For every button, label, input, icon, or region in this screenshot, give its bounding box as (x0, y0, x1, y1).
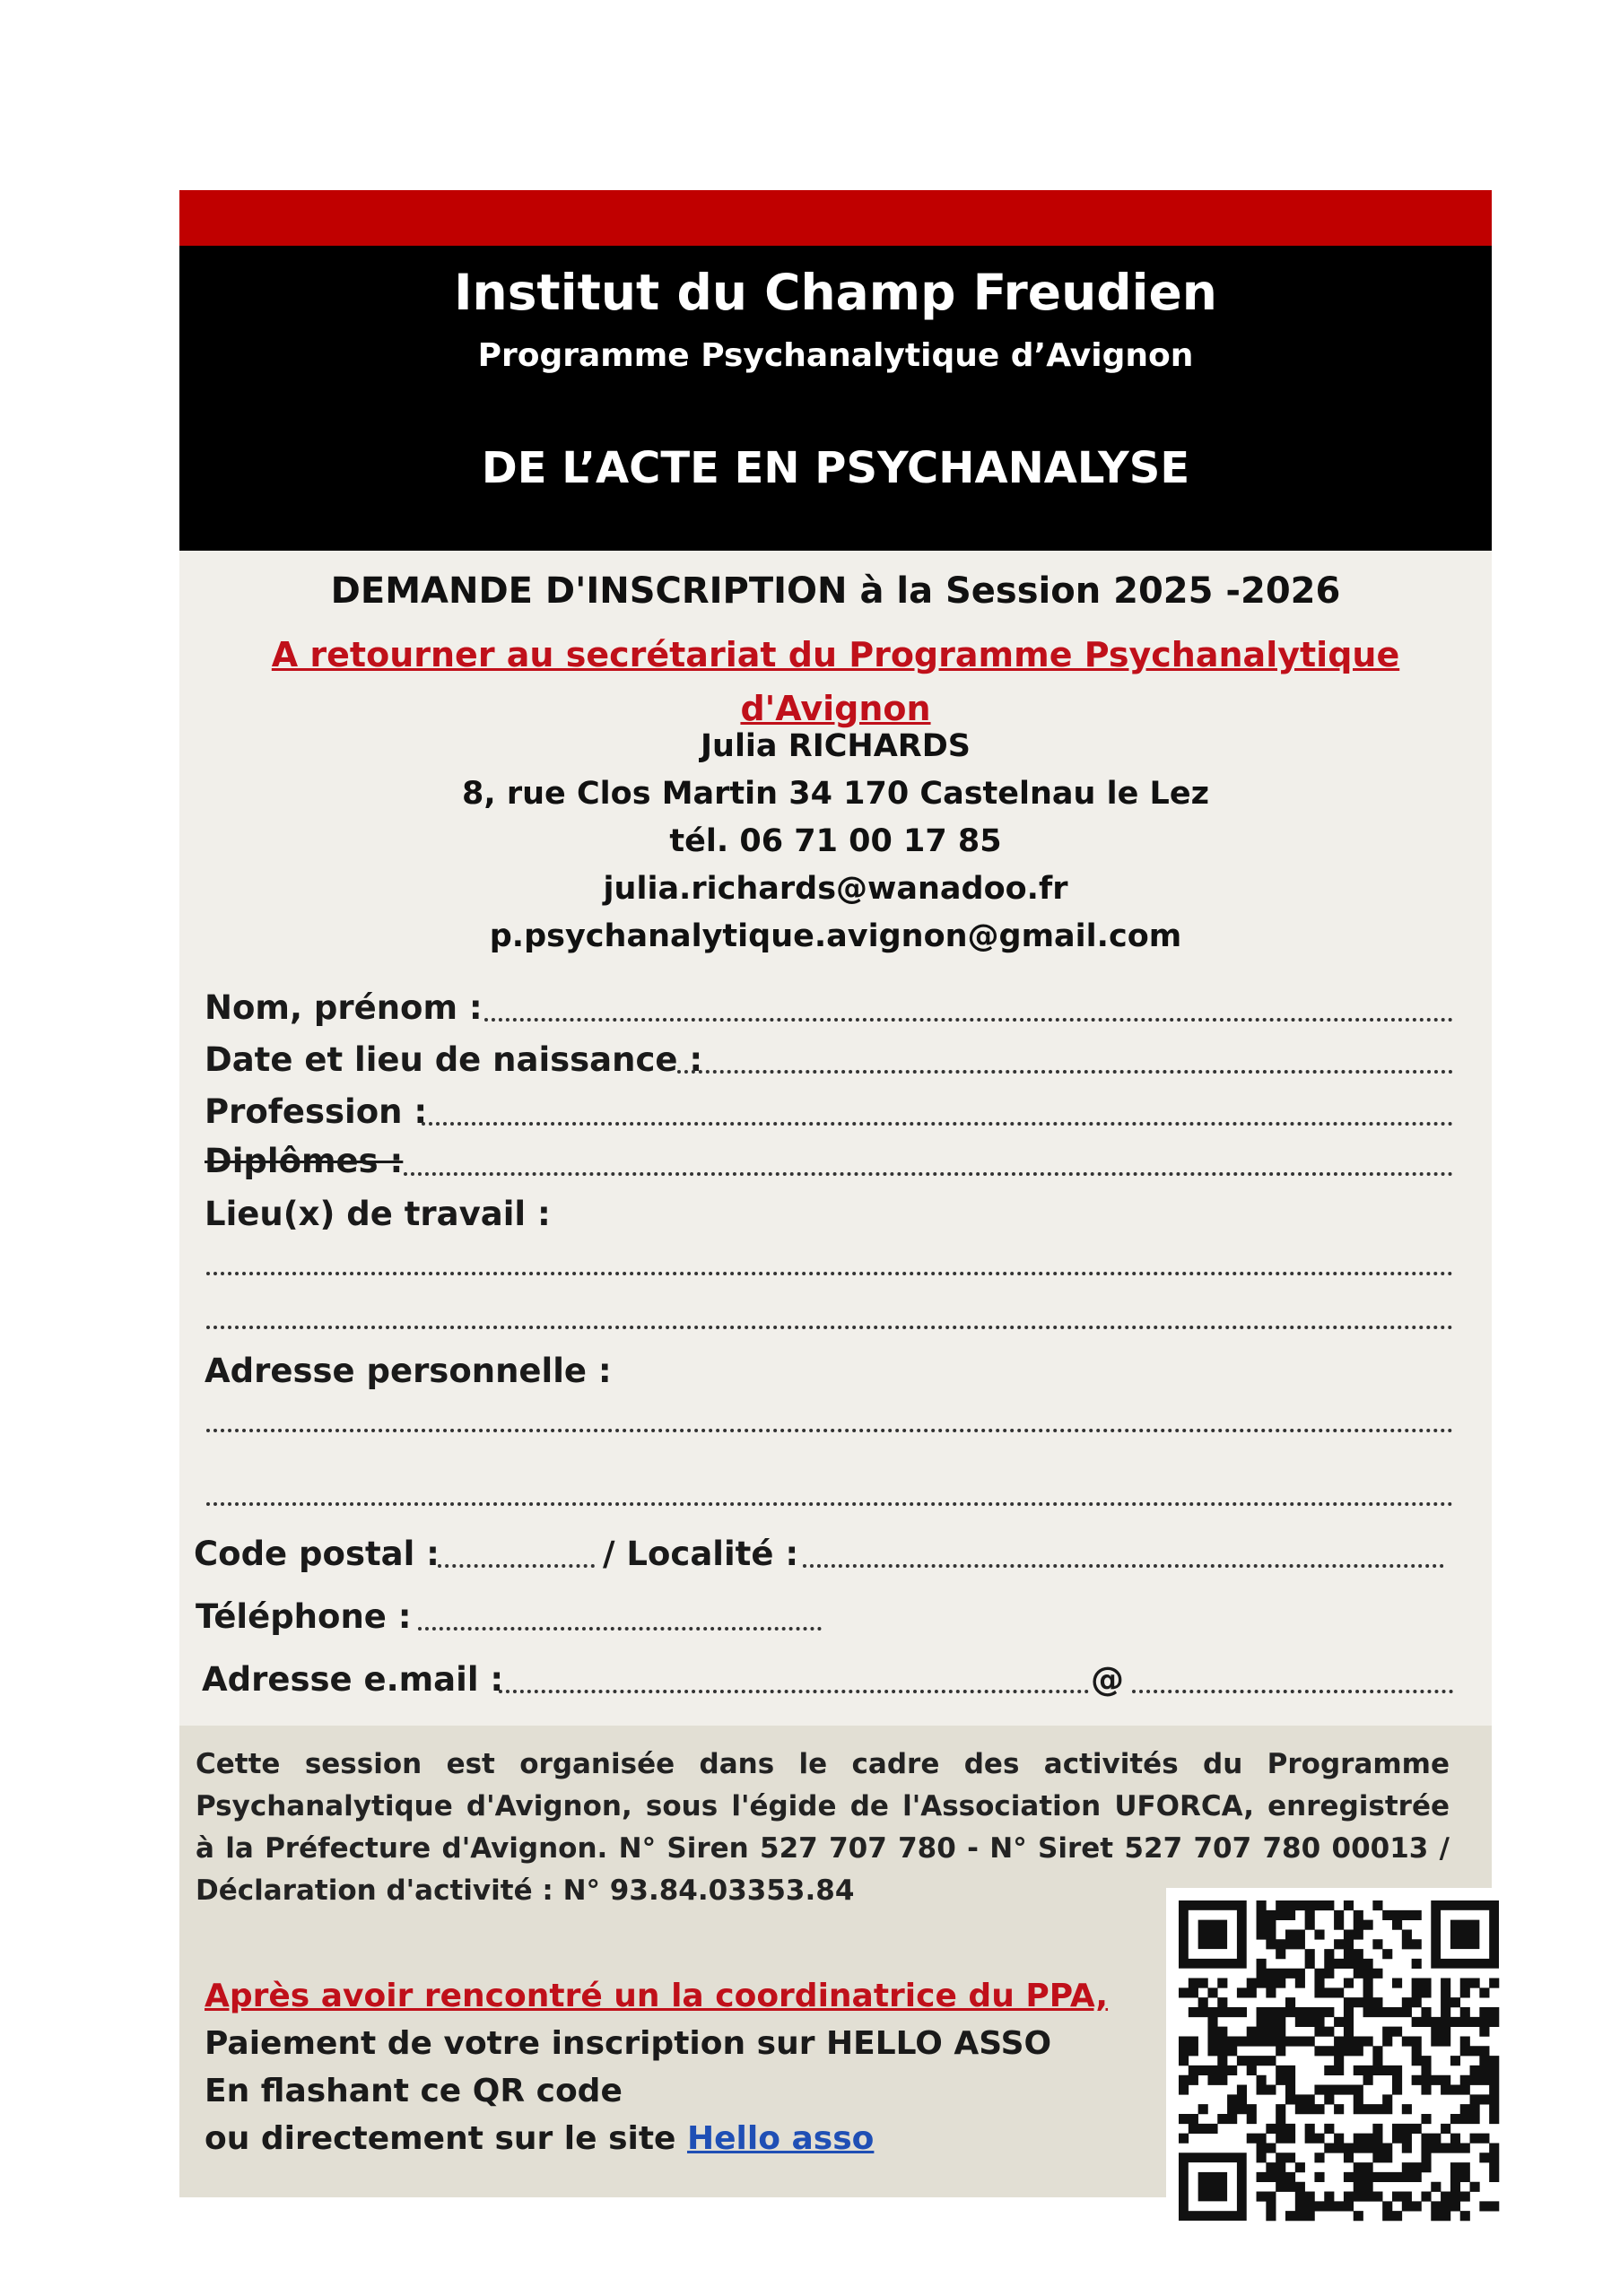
contact-name: Julia RICHARDS (701, 728, 971, 764)
diplomas-field[interactable] (404, 1172, 1453, 1176)
payment-line-3: En flashant ce QR code (205, 2073, 623, 2109)
address-field-1[interactable] (206, 1429, 1453, 1432)
hello-asso-link[interactable]: Hello asso (687, 2120, 875, 2157)
return-instruction (179, 628, 1492, 735)
profession-field[interactable] (422, 1122, 1453, 1126)
profession-label: Profession : (205, 1092, 428, 1131)
address-field-2[interactable] (206, 1502, 1453, 1506)
postal-field[interactable] (438, 1564, 595, 1568)
telephone-field[interactable] (418, 1627, 822, 1631)
contact-address: 8, rue Clos Martin 34 170 Castelnau le Lez (462, 776, 1209, 812)
workplace-field-1[interactable] (206, 1272, 1453, 1275)
qr-code[interactable] (1166, 1888, 1511, 2233)
birth-label: Date et lieu de naissance : (205, 1040, 703, 1079)
program-subtitle: Programme Psychanalytique d’Avignon (477, 337, 1194, 374)
payment-line-4 (205, 2120, 874, 2157)
email-at-sign: @ (1091, 1660, 1124, 1699)
name-label: Nom, prénom : (205, 988, 483, 1027)
diplomas-label: Diplômes : (205, 1142, 404, 1180)
legal-text: Cette session est organisée dans le cadre des activités du Programme Psychanalytique d'Avignon, sous l'égide de l'Association UFORCA, enregistrée à la Préfecture d'Avignon. N° Siren 527 707 780 - N° Siret 527 707 780 00013 / Déclaration d'activité : N° 93.84.03353.84 (196, 1748, 1450, 1907)
institute-title: Institut du Champ Freudien (454, 264, 1217, 321)
header-banner (179, 246, 1492, 551)
postal-label: Code postal : (194, 1535, 440, 1573)
registration-heading: DEMANDE D'INSCRIPTION à la Session 2025 -2026 (330, 570, 1341, 612)
payment-line-4-text: ou directement sur le site (205, 2120, 676, 2157)
session-theme: DE L’ACTE EN PSYCHANALYSE (481, 443, 1190, 493)
return-line-2: d'Avignon (740, 689, 931, 728)
workplace-label: Lieu(x) de travail : (205, 1195, 551, 1233)
workplace-field-2[interactable] (206, 1326, 1453, 1329)
email-field-domain[interactable] (1132, 1690, 1453, 1693)
address-label: Adresse personnelle : (205, 1352, 612, 1390)
email-field-local[interactable] (499, 1690, 1089, 1693)
birth-field[interactable] (677, 1070, 1453, 1074)
top-red-bar (179, 190, 1492, 246)
name-field[interactable] (484, 1018, 1453, 1022)
contact-email-2[interactable]: p.psychanalytique.avignon@gmail.com (489, 918, 1182, 954)
email-label: Adresse e.mail : (202, 1660, 504, 1699)
locality-field[interactable] (803, 1564, 1444, 1568)
payment-note: Après avoir rencontré un la coordinatrice du PPA, (205, 1978, 1109, 2014)
contact-email-1[interactable]: julia.richards@wanadoo.fr (603, 871, 1068, 907)
qr-code-icon (1166, 1888, 1511, 2233)
return-line-1: A retourner au secrétariat du Programme Psychanalytique (271, 635, 1400, 674)
payment-line-2: Paiement de votre inscription sur HELLO ASSO (205, 2025, 1052, 2062)
locality-label: / Localité : (603, 1535, 799, 1573)
telephone-label: Téléphone : (196, 1597, 412, 1636)
contact-phone: tél. 06 71 00 17 85 (669, 823, 1002, 859)
